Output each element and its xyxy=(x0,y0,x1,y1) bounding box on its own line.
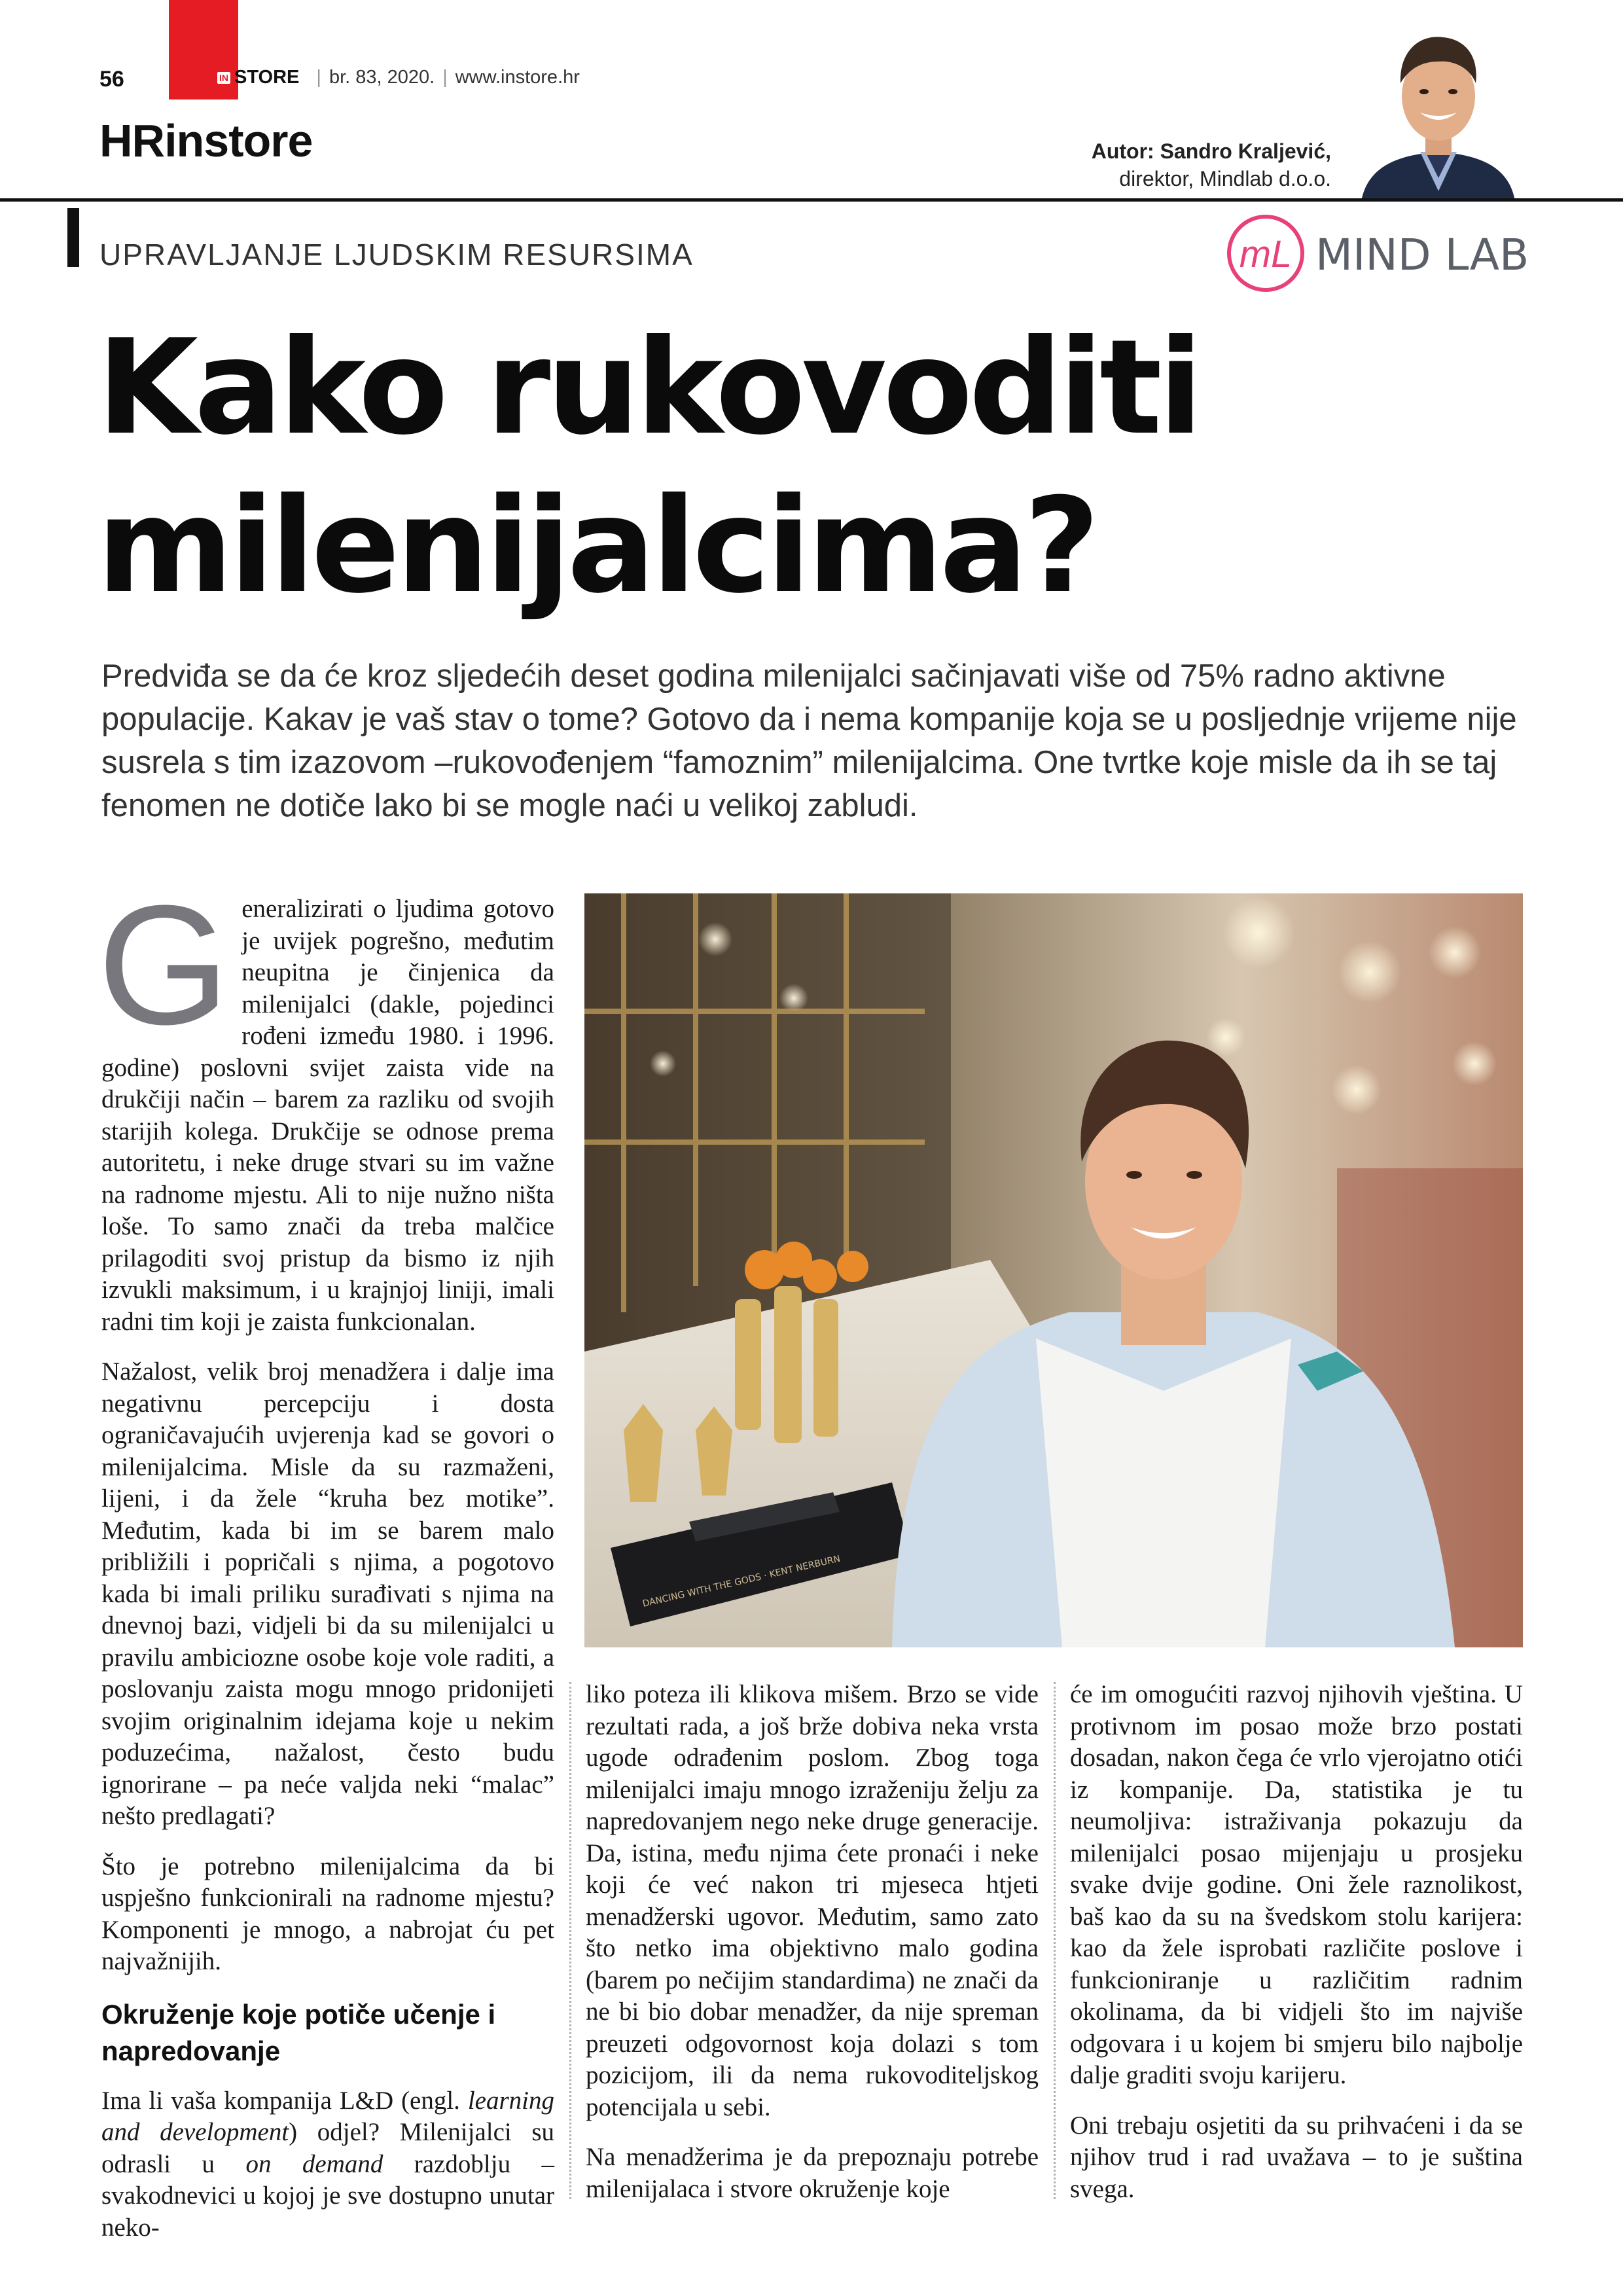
paragraph: Na menadžerima je da prepoznaju potrebe milenijalaca i stvore okruženje koje xyxy=(586,2143,1039,2203)
instore-logo-text: STORE xyxy=(234,67,300,88)
paragraph-text: ) odjel? Milenijalci su odrasli u xyxy=(101,2118,555,2178)
author-role: direktor, Mindlab d.o.o. xyxy=(1119,167,1331,190)
author-photo xyxy=(1355,14,1522,201)
header-divider xyxy=(0,198,1623,202)
headline-line-1: Kako rukovoditi xyxy=(97,312,1200,464)
section-title: HRinstore xyxy=(99,115,313,166)
column-divider xyxy=(569,1682,571,2199)
italic-term: on demand xyxy=(245,2149,383,2178)
website-link[interactable]: www.instore.hr xyxy=(455,67,580,88)
paragraph xyxy=(98,870,554,1338)
paragraph xyxy=(101,2085,554,2244)
article-column-2 xyxy=(586,1679,1039,2223)
article-headline xyxy=(97,309,1199,626)
instore-logo-mark: IN xyxy=(217,72,230,84)
paragraph: Što je potrebno milenijalcima da bi uspješno funkcionirali na radnome mjestu? Komponenti je mnogo, a nabrojat ću pet najvažnijih. xyxy=(101,1852,554,1975)
paragraph-text: Ima li vaša kompanija L&D (engl. xyxy=(101,2086,468,2115)
paragraph: Nažalost, velik broj menadžera i dalje ima negativnu percepciju i dosta ograničavajućih uvjerenja kad se govori o milenijalcima. Misle da su razmaženi, lijeni, i da žele “kruha bez motike”. Međutim, kada bi im se barem malo približili i popričali s njima, a pogotovo kada bi imali priliku surađivati s njima na dnevnoj bazi, vidjeli bi da su milenijalci u pravilu ambiciozne osobe koje vole raditi, a poslovanju zaista mogu mnogo pridonijeti svojim originalnim idejama koje u nekim poduzećima, nažalost, često budu ignorirane – pa neće valjda neki “malac” nešto predlagati? xyxy=(101,1357,554,1830)
paragraph: će im omogućiti razvoj njihovih vještina. U protivnom im posao može brzo postati dosadan, nakon čega će vrlo vjerojatno otići iz kompanije. Da, statistika je tu neumoljiva: istraživanja pokazuju da milenijalci posao mijenjaju u prosjeku svake dvije godine. Oni žele raznolikost, baš kao da su na švedskom stolu karijera: kao da žele isprobati različite poslove i funkcioniranje u različitim radnim okolinama, da bi vidjeli što im najviše odgovara i u kojem bi smjeru bilo najbolje dalje graditi svoju karijeru. xyxy=(1070,1680,1523,2089)
article-kicker: UPRAVLJANJE LJUDSKIM RESURSIMA xyxy=(99,238,694,272)
svg-text:mL: mL xyxy=(1239,233,1293,276)
column-divider xyxy=(1054,1682,1056,2199)
subheading: Okruženje koje potiče učenje i napredovanje xyxy=(101,1998,496,2066)
mindlab-logo xyxy=(1225,211,1526,296)
article-photo xyxy=(584,893,1523,1647)
headline-line-2: milenijalcima? xyxy=(97,470,1096,622)
italic-term: learning and development xyxy=(101,2086,554,2146)
page-number: 56 xyxy=(99,67,124,92)
kicker-bar xyxy=(67,208,79,267)
issue-number: br. 83, 2020. xyxy=(329,67,435,88)
separator: | xyxy=(316,67,321,88)
paragraph: liko poteza ili klikova mišem. Brzo se vide rezultati rada, a još brže dobiva neka vrsta ugode odrađenim poslom. Zbog toga milenijalci imaju mnogo izraženiju želju za napredovanjem nego neke druge generacije. Da, istina, među njima ćete pronaći i neke koji će već nakon tri mjeseca htjeti menadžerski ugovor. Međutim, samo zato što netko ima objektivno malo godina (barem po nečijim standardima) ne znači da ne bi bio dobar menadžer, da nije spreman preuzeti odgovornost koja dolazi s tom pozicijom, ili da nema rukovoditeljskog potencijala u sebi. xyxy=(586,1680,1039,2121)
drop-cap: G xyxy=(98,870,230,1060)
separator: | xyxy=(442,67,448,88)
book-title: DANCING WITH THE GODS · KENT NERBURN xyxy=(641,1553,842,1609)
paragraph-text: eneralizirati o ljudima gotovo je uvijek pogrešno, međutim neupitna je činjenica da milenijalci (dakle, pojedinci rođeni između 1980. i 1996. godine) poslovni svijet zaista vide na drukčiji način – barem za razliku od svojih starijih kolega. Drukčije se odnose prema autoritetu, i neke druge stvari su im važne na radnome mjestu. Ali to nije nužno ništa loše. To samo znači da treba malčice prilagoditi svoj pristup da bismo iz njih izvukli maksimum, i u krajnjoj liniji, imali radni tim koji je zaista funkcionalan. xyxy=(101,895,554,1336)
paragraph: Oni trebaju osjetiti da su prihvaćeni i da se njihov trud i rad uvažava – to je suština svega. xyxy=(1070,2111,1523,2203)
author-credit xyxy=(1092,137,1331,192)
paragraph-text: razdoblju – svakodnevici u kojoj je sve dostupno unutar neko- xyxy=(101,2149,554,2242)
article-column-1 xyxy=(98,870,555,2262)
magazine-info xyxy=(217,67,580,88)
article-column-3 xyxy=(1070,1679,1523,2223)
article-lead: Predviđa se da će kroz sljedećih deset godina milenijalci sačinjavati više od 75% radno aktivne populacije. Kakav je vaš stav o tome? Gotovo da i nema kompanije koja se u posljednje vrijeme nije susrela s tim izazovom –rukovođenjem “famoznim” milenijalcima. One tvrtke koje misle da ih se taj fenomen ne dotiče lako bi se mogle naći u velikoj zabludi. xyxy=(101,658,1517,823)
mindlab-wordmark: MIND LAB xyxy=(1315,230,1526,280)
author-name: Autor: Sandro Kraljević, xyxy=(1091,139,1331,163)
